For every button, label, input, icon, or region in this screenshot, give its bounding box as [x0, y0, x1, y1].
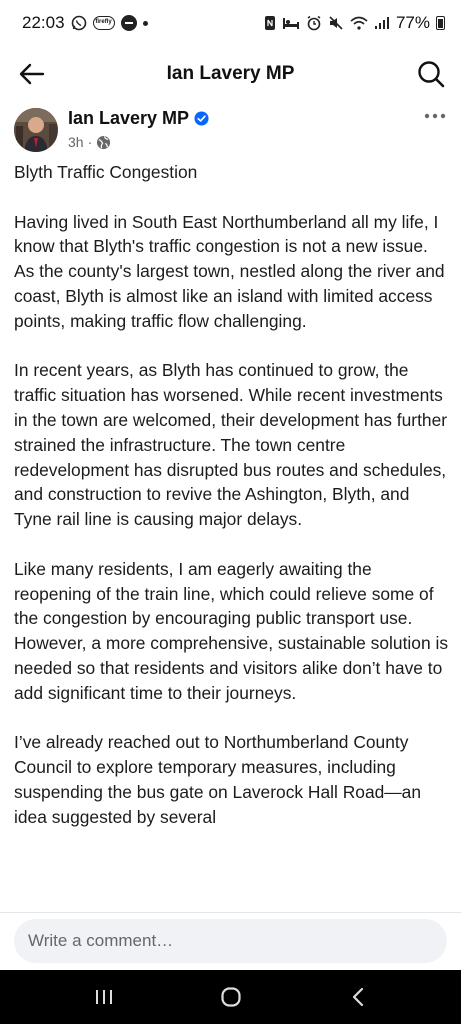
post-body	[14, 160, 450, 912]
status-right	[264, 13, 445, 33]
wifi-icon	[350, 16, 368, 30]
sleep-icon	[282, 16, 300, 30]
signal-icon	[374, 16, 390, 30]
post-time[interactable]: 3h	[68, 134, 84, 150]
post-header	[14, 104, 449, 156]
back-nav-button[interactable]	[328, 977, 388, 1017]
minus-circle-icon	[121, 15, 137, 31]
search-icon	[417, 60, 445, 88]
dot-icon	[143, 21, 148, 26]
meta-separator: ·	[87, 134, 93, 150]
post-paragraph: Like many residents, I am eagerly awaiting the reopening of the train line, which could relieve some of the congestion by encouraging public transport use. However, a more comprehensive, sustainable solution is needed so that residents and visitors alike don’t have to add significant time to their journeys.	[14, 558, 449, 703]
back-icon	[351, 987, 365, 1007]
system-nav-bar	[0, 970, 461, 1024]
firefly-icon: firefly	[93, 16, 115, 30]
author-name[interactable]: Ian Lavery MP	[68, 108, 190, 128]
recent-apps-icon	[94, 988, 114, 1006]
verified-badge-icon	[194, 111, 209, 126]
post-meta	[68, 134, 111, 150]
post-more-button[interactable]	[421, 104, 449, 128]
status-bar	[0, 0, 461, 46]
nfc-icon	[264, 15, 276, 31]
comment-input[interactable]	[14, 919, 447, 963]
status-left	[22, 13, 148, 33]
recent-apps-button[interactable]	[74, 977, 134, 1017]
mute-icon	[328, 15, 344, 31]
whatsapp-icon	[71, 15, 87, 31]
back-button[interactable]	[14, 56, 50, 92]
home-icon	[220, 986, 242, 1008]
post-paragraph: Blyth Traffic Congestion	[14, 162, 198, 182]
post-paragraph: Having lived in South East Northumberland all my life, I know that Blyth's traffic congestion is not a new issue. As the county's largest town, nestled along the river and coast, Blyth is almost like an island with limited access points, making traffic flow challenging.	[14, 211, 445, 331]
search-button[interactable]	[413, 56, 449, 92]
alarm-icon	[306, 15, 322, 31]
home-button[interactable]	[201, 977, 261, 1017]
battery-icon	[436, 16, 445, 30]
status-time: 22:03	[22, 13, 65, 32]
avatar[interactable]	[14, 108, 58, 152]
post-paragraph: In recent years, as Blyth has continued to grow, the traffic situation has worsened. While recent investments in the town are welcomed, their development has further strained the infrastructure. The town centre redevelopment has disrupted bus routes and schedules, and construction to revive the Ashington, Blyth, and Tyne rail line is causing major delays.	[14, 360, 448, 530]
globe-icon	[96, 135, 111, 150]
more-horizontal-icon	[424, 113, 446, 119]
app-header	[0, 46, 461, 102]
page-title: Ian Lavery MP	[166, 63, 295, 84]
battery-percent: 77%	[395, 13, 430, 32]
post-paragraph: I’ve already reached out to Northumberland County Council to explore temporary measures, including suspending the bus gate on Laverock Hall Road—an idea suggested by several	[14, 732, 422, 827]
comment-bar	[0, 912, 461, 970]
author-row	[68, 108, 209, 129]
back-arrow-icon	[19, 63, 45, 85]
